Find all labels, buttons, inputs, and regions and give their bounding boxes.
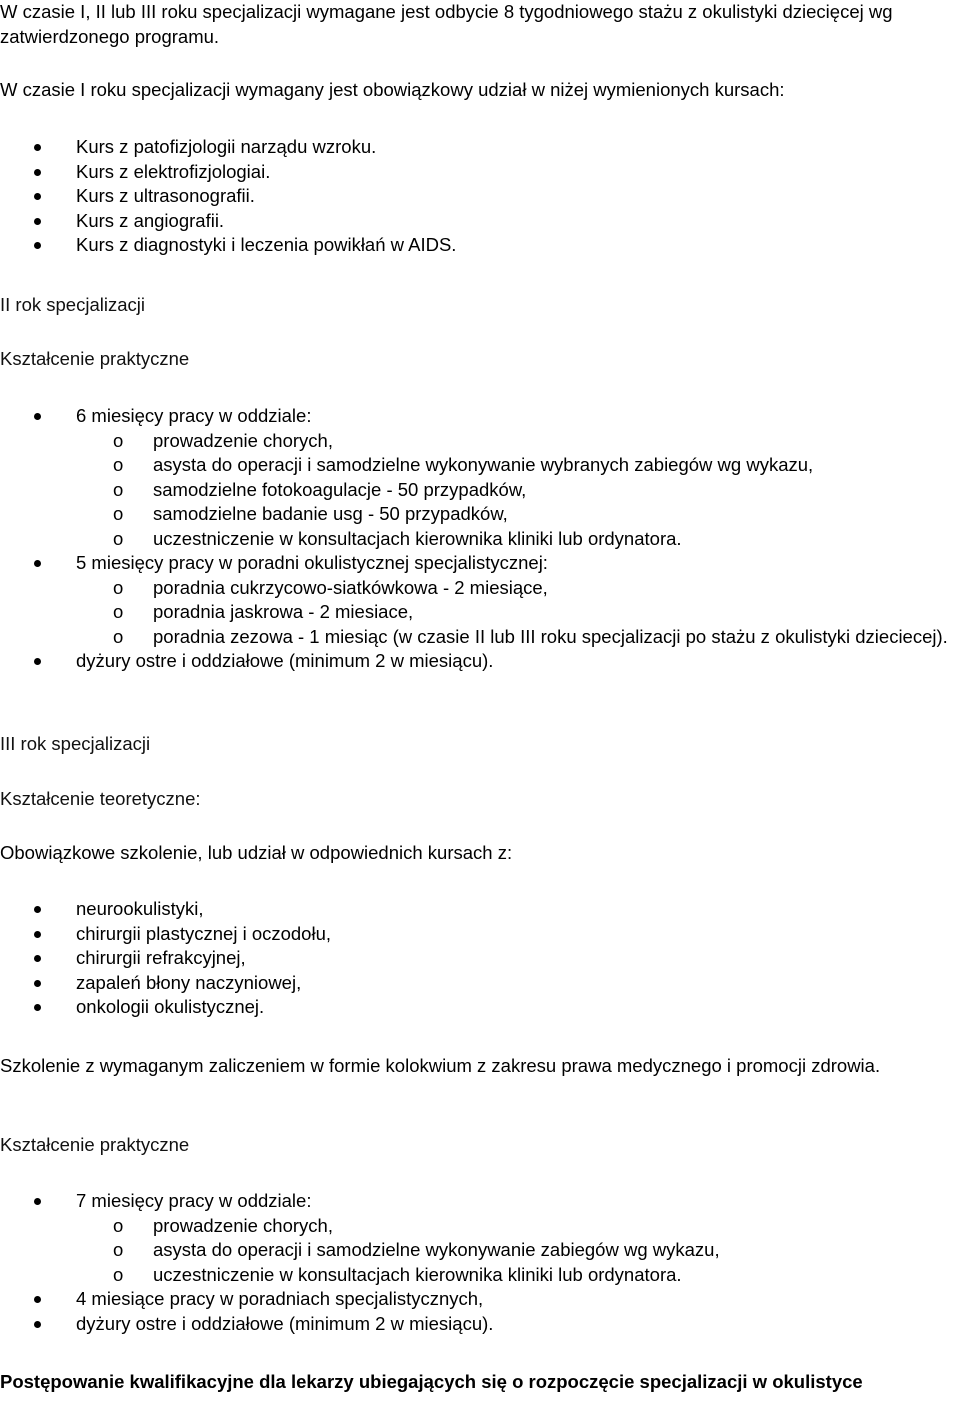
- list-item-label: 7 miesięcy pracy w oddziale:: [76, 1190, 312, 1211]
- list-item: [0, 1189, 955, 1287]
- list-item: 4 miesiące pracy w poradniach specjalistycznych,: [0, 1287, 955, 1312]
- sub-list-item: o prowadzenie chorych,: [0, 1214, 955, 1239]
- list-item: [0, 404, 955, 551]
- sub-list: [76, 576, 955, 650]
- year2-practice-heading: Kształcenie praktyczne: [0, 348, 190, 369]
- list-item: Kurs z ultrasonografii.: [0, 184, 955, 209]
- year3-theory-intro: Obowiązkowe szkolenie, lub udział w odpowiednich kursach z:: [0, 842, 513, 863]
- list-item: dyżury ostre i oddziałowe (minimum 2 w miesiącu).: [0, 649, 955, 674]
- list-item-label: 5 miesięcy pracy w poradni okulistycznej specjalistycznej:: [76, 552, 548, 573]
- year3-practice-list: [0, 1189, 955, 1336]
- sub-list-item: o uczestniczenie w konsultacjach kierownika kliniki lub ordynatora.: [0, 527, 955, 552]
- year3-practice-heading: Kształcenie praktyczne: [0, 1134, 190, 1155]
- list-item: chirurgii plastycznej i oczodołu,: [0, 922, 955, 947]
- list-item-label: 6 miesięcy pracy w oddziale:: [76, 405, 312, 426]
- list-item: Kurs z elektrofizjologiai.: [0, 160, 955, 185]
- year3-theory-note: Szkolenie z wymaganym zaliczeniem w formie kolokwium z zakresu prawa medycznego i promocji zdrowia.: [0, 1055, 881, 1076]
- list-item: dyżury ostre i oddziałowe (minimum 2 w miesiącu).: [0, 1312, 955, 1337]
- sub-list-item: o samodzielne fotokoagulacje - 50 przypadków,: [0, 478, 955, 503]
- intro-paragraph-1: W czasie I, II lub III roku specjalizacji wymagane jest odbycie 8 tygodniowego stażu z okulistyki dziecięcej wg zatwierdzonego programu.: [0, 1, 893, 47]
- list-item: chirurgii refrakcyjnej,: [0, 946, 955, 971]
- sub-list: [76, 429, 955, 552]
- course-list: [0, 135, 955, 258]
- intro-paragraph-2: W czasie I roku specjalizacji wymagany jest obowiązkowy udział w niżej wymienionych kursach:: [0, 79, 785, 100]
- sub-list-item: o poradnia zezowa - 1 miesiąc (w czasie II lub III roku specjalizacji po stażu z okulistyki dzieciecej).: [0, 625, 955, 650]
- year3-theory-heading: Kształcenie teoretyczne:: [0, 788, 201, 809]
- year3-heading: III rok specjalizacji: [0, 733, 151, 754]
- sub-list-item: o prowadzenie chorych,: [0, 429, 955, 454]
- year2-heading: II rok specjalizacji: [0, 294, 145, 315]
- sub-list-item: o asysta do operacji i samodzielne wykonywanie zabiegów wg wykazu,: [0, 1238, 955, 1263]
- list-item: Kurs z patofizjologii narządu wzroku.: [0, 135, 955, 160]
- qualification-heading: Postępowanie kwalifikacyjne dla lekarzy ubiegających się o rozpoczęcie specjalizacji w okulistyce: [0, 1371, 863, 1392]
- year2-practice-list: [0, 404, 955, 674]
- list-item: Kurs z angiografii.: [0, 209, 955, 234]
- sub-list-item: o poradnia jaskrowa - 2 miesiace,: [0, 600, 955, 625]
- list-item: neurookulistyki,: [0, 897, 955, 922]
- list-item: zapaleń błony naczyniowej,: [0, 971, 955, 996]
- sub-list-item: o asysta do operacji i samodzielne wykonywanie wybranych zabiegów wg wykazu,: [0, 453, 955, 478]
- year3-theory-list: [0, 897, 955, 1020]
- list-item: Kurs z diagnostyki i leczenia powikłań w AIDS.: [0, 233, 955, 258]
- sub-list-item: o samodzielne badanie usg - 50 przypadków,: [0, 502, 955, 527]
- list-item: [0, 551, 955, 649]
- list-item: onkologii okulistycznej.: [0, 995, 955, 1020]
- sub-list: [76, 1214, 955, 1288]
- sub-list-item: o poradnia cukrzycowo-siatkówkowa - 2 miesiące,: [0, 576, 955, 601]
- sub-list-item: o uczestniczenie w konsultacjach kierownika kliniki lub ordynatora.: [0, 1263, 955, 1288]
